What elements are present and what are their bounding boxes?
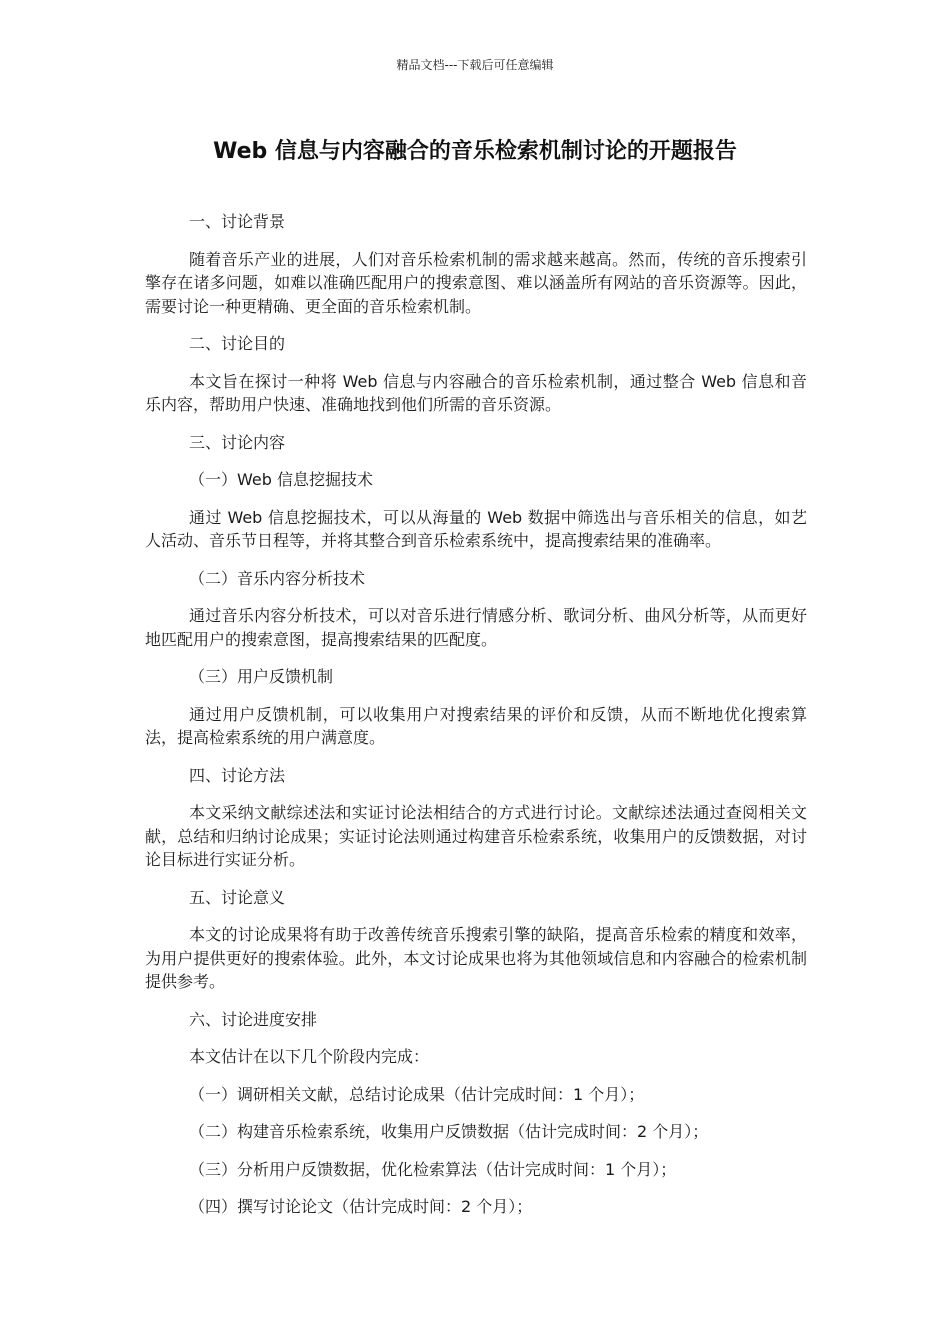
schedule-intro: 本文估计在以下几个阶段内完成： xyxy=(189,1047,430,1066)
schedule-stage: （一）调研相关文献，总结讨论成果（估计完成时间：1 个月）； xyxy=(189,1084,645,1104)
paragraph-feedback: 通过用户反馈机制，可以收集用户对搜索结果的评价和反馈，从而不断地优化搜索算法，提高检索系统的用户满意度。 xyxy=(145,704,807,747)
section-heading-purpose: 二、讨论目的 xyxy=(189,334,286,353)
paragraph-significance: 本文的讨论成果将有助于改善传统音乐搜索引擎的缺陷，提高音乐检索的精度和效率，为用户提供更好的搜索体验。此外，本文讨论成果也将为其他领域信息和内容融合的检索机制提供参考。 xyxy=(145,925,807,991)
schedule-stage: （二）构建音乐检索系统，收集用户反馈数据（估计完成时间：2 个月）； xyxy=(189,1122,709,1141)
paragraph-web-mining: 通过 Web 信息挖掘技术，可以从海量的 Web 数据中筛选出与音乐相关的信息，如艺人活动、音乐节日程等，并将其整合到音乐检索系统中，提高搜索结果的准确率。 xyxy=(145,507,807,550)
header-note: 精品文档---下载后可任意编辑 xyxy=(396,58,554,72)
subsection-heading-content-analysis: （二）音乐内容分析技术 xyxy=(189,568,366,588)
section-heading-schedule: 六、讨论进度安排 xyxy=(189,1009,318,1029)
document-title: Web 信息与内容融合的音乐检索机制讨论的开题报告 xyxy=(213,139,737,164)
document-body xyxy=(145,210,807,1233)
section-heading-significance: 五、讨论意义 xyxy=(189,887,286,907)
schedule-stage: （四）撰写讨论论文（估计完成时间：2 个月）； xyxy=(189,1197,533,1216)
paragraph-purpose: 本文旨在探讨一种将 Web 信息与内容融合的音乐检索机制，通过整合 Web 信息和音乐内容，帮助用户快速、准确地找到他们所需的音乐资源。 xyxy=(145,371,807,414)
paragraph-background: 随着音乐产业的进展，人们对音乐检索机制的需求越来越高。然而，传统的音乐搜索引擎存在诸多问题，如难以准确匹配用户的搜索意图、难以涵盖所有网站的音乐资源等。因此，需要讨论一种更精确、更全面的音乐检索机制。 xyxy=(145,249,807,316)
section-heading-content: 三、讨论内容 xyxy=(189,432,286,452)
subsection-heading-web-mining: （一）Web 信息挖掘技术 xyxy=(189,470,373,489)
schedule-stage: （三）分析用户反馈数据，优化检索算法（估计完成时间：1 个月）； xyxy=(189,1159,677,1179)
paragraph-method: 本文采纳文献综述法和实证讨论法相结合的方式进行讨论。文献综述法通过查阅相关文献，总结和归纳讨论成果；实证讨论法则通过构建音乐检索系统，收集用户的反馈数据，对讨论目标进行实证分析。 xyxy=(145,803,807,869)
section-heading-method: 四、讨论方法 xyxy=(189,765,286,785)
subsection-heading-feedback: （三）用户反馈机制 xyxy=(189,667,334,686)
section-heading-background: 一、讨论背景 xyxy=(189,212,286,231)
paragraph-content-analysis: 通过音乐内容分析技术，可以对音乐进行情感分析、歌词分析、曲风分析等，从而更好地匹配用户的搜索意图，提高搜索结果的匹配度。 xyxy=(145,606,807,649)
